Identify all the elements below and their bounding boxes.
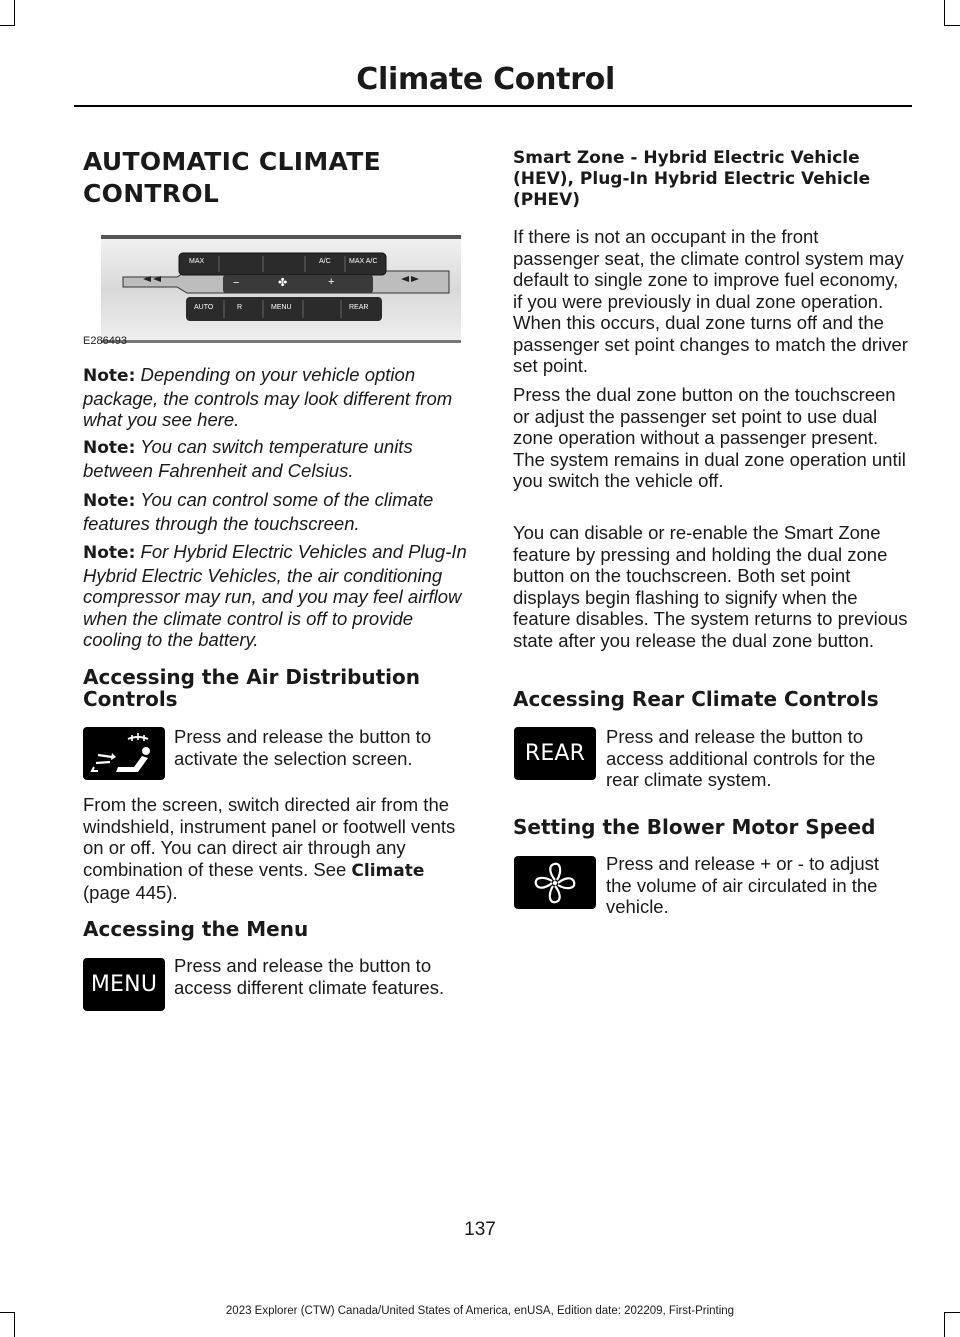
- note-label: Note:: [83, 491, 136, 511]
- rear-icon-text: Press and release the button to access additional controls for the rear climate system.: [606, 726, 876, 790]
- page-title: Climate Control: [356, 62, 615, 97]
- climate-link[interactable]: Climate: [351, 860, 425, 881]
- note-text: For Hybrid Electric Vehicles and Plug-In Hybrid Electric Vehicles, the air conditioning compressor may run, and you may feel airflow when the climate control is off to provide cooling to the battery.: [83, 541, 467, 650]
- panel-max-ac-label: MAX A/C: [349, 258, 378, 265]
- note-label: Note:: [83, 366, 136, 386]
- panel-fan-icon: ✤: [278, 277, 288, 289]
- air-distribution-icon-text: Press and release the button to activate the selection screen.: [174, 726, 432, 769]
- menu-heading: Accessing the Menu: [83, 917, 309, 941]
- menu-icon-text: Press and release the button to access different climate features.: [174, 955, 445, 998]
- fan-icon: [532, 860, 578, 906]
- rear-icon-label: REAR: [524, 741, 586, 766]
- crop-mark: [0, 25, 15, 26]
- crop-mark: [944, 0, 945, 26]
- blower-heading: Setting the Blower Motor Speed: [513, 815, 876, 839]
- blower-icon-text: Press and release + or - to adjust the volume of air circulated in the vehicle.: [606, 853, 880, 917]
- rear-button: [514, 727, 596, 780]
- menu-button: [83, 958, 165, 1011]
- note-text: Depending on your vehicle option package, the controls may look different from what you see here.: [83, 364, 453, 430]
- panel-rear-defrost-label: R: [237, 304, 243, 311]
- panel-rear-label: REAR: [349, 304, 369, 311]
- panel-auto-label: AUTO: [194, 304, 214, 311]
- title-rule: [74, 105, 912, 107]
- edition-footer: 2023 Explorer (CTW) Canada/United States of America, enUSA, Edition date: 202209, First-Printing: [225, 1305, 735, 1317]
- smart-zone-paragraph-3: You can disable or re-enable the Smart Zone feature by pressing and holding the dual zone button on the touchscreen. Both set point displays begin flashing to signify when the feature disables. The system returns to previous state after you release the dual zone button.: [513, 522, 908, 651]
- note-4: [83, 541, 473, 651]
- note-2: [83, 436, 468, 481]
- air-distribution-body: [83, 794, 475, 904]
- air-distribution-body-text: From the screen, switch directed air from the windshield, instrument panel or footwell vents on or off. You can direct air through any combination of these vents. See: [83, 794, 456, 880]
- note-text: You can switch temperature units between Fahrenheit and Celsius.: [83, 436, 413, 481]
- air-distribution-button: [83, 727, 165, 780]
- main-heading-line1: AUTOMATIC CLIMATE: [83, 147, 381, 176]
- note-label: Note:: [83, 543, 136, 563]
- climate-panel-drawing: [83, 231, 461, 349]
- main-heading-2: [83, 176, 219, 212]
- note-label: Note:: [83, 438, 136, 458]
- panel-fan-plus-label: +: [328, 276, 335, 288]
- panel-menu-label: MENU: [271, 304, 292, 311]
- air-distribution-page-ref: (page 445).: [83, 882, 178, 903]
- main-heading: [83, 144, 381, 180]
- menu-icon-label: MENU: [90, 972, 158, 997]
- note-1: [83, 364, 468, 431]
- figure-code: E286493: [83, 335, 128, 347]
- air-distribution-heading: Accessing the Air Distribution Controls: [83, 665, 421, 711]
- smart-zone-heading: Smart Zone - Hybrid Electric Vehicle (HEV), Plug-In Hybrid Electric Vehicle (PHEV): [513, 148, 871, 210]
- note-3: [83, 489, 475, 534]
- rear-climate-heading: Accessing Rear Climate Controls: [513, 687, 879, 711]
- air-distribution-icon: [88, 731, 160, 777]
- panel-max-defrost-label: MAX: [189, 258, 205, 265]
- main-heading-line2: CONTROL: [83, 179, 220, 208]
- panel-fan-minus-label: −: [233, 277, 240, 289]
- smart-zone-paragraph-1: If there is not an occupant in the front passenger seat, the climate control system may default to single zone to improve fuel economy, if you were previously in dual zone operation. When this occurs, dual zone turns off and the passenger set point changes to match the driver set point.: [513, 226, 908, 376]
- smart-zone-paragraph-2: Press the dual zone button on the touchscreen or adjust the passenger set point to use dual zone operation without a passenger present. The system remains in dual zone operation until you switch the vehicle off.: [513, 384, 906, 491]
- page-number: 137: [464, 1219, 496, 1240]
- crop-mark: [14, 0, 15, 26]
- panel-ac-label: A/C: [319, 258, 331, 265]
- blower-button: [514, 856, 596, 909]
- crop-mark: [944, 25, 960, 26]
- note-text: You can control some of the climate features through the touchscreen.: [83, 489, 434, 534]
- climate-panel-illustration: [83, 231, 461, 349]
